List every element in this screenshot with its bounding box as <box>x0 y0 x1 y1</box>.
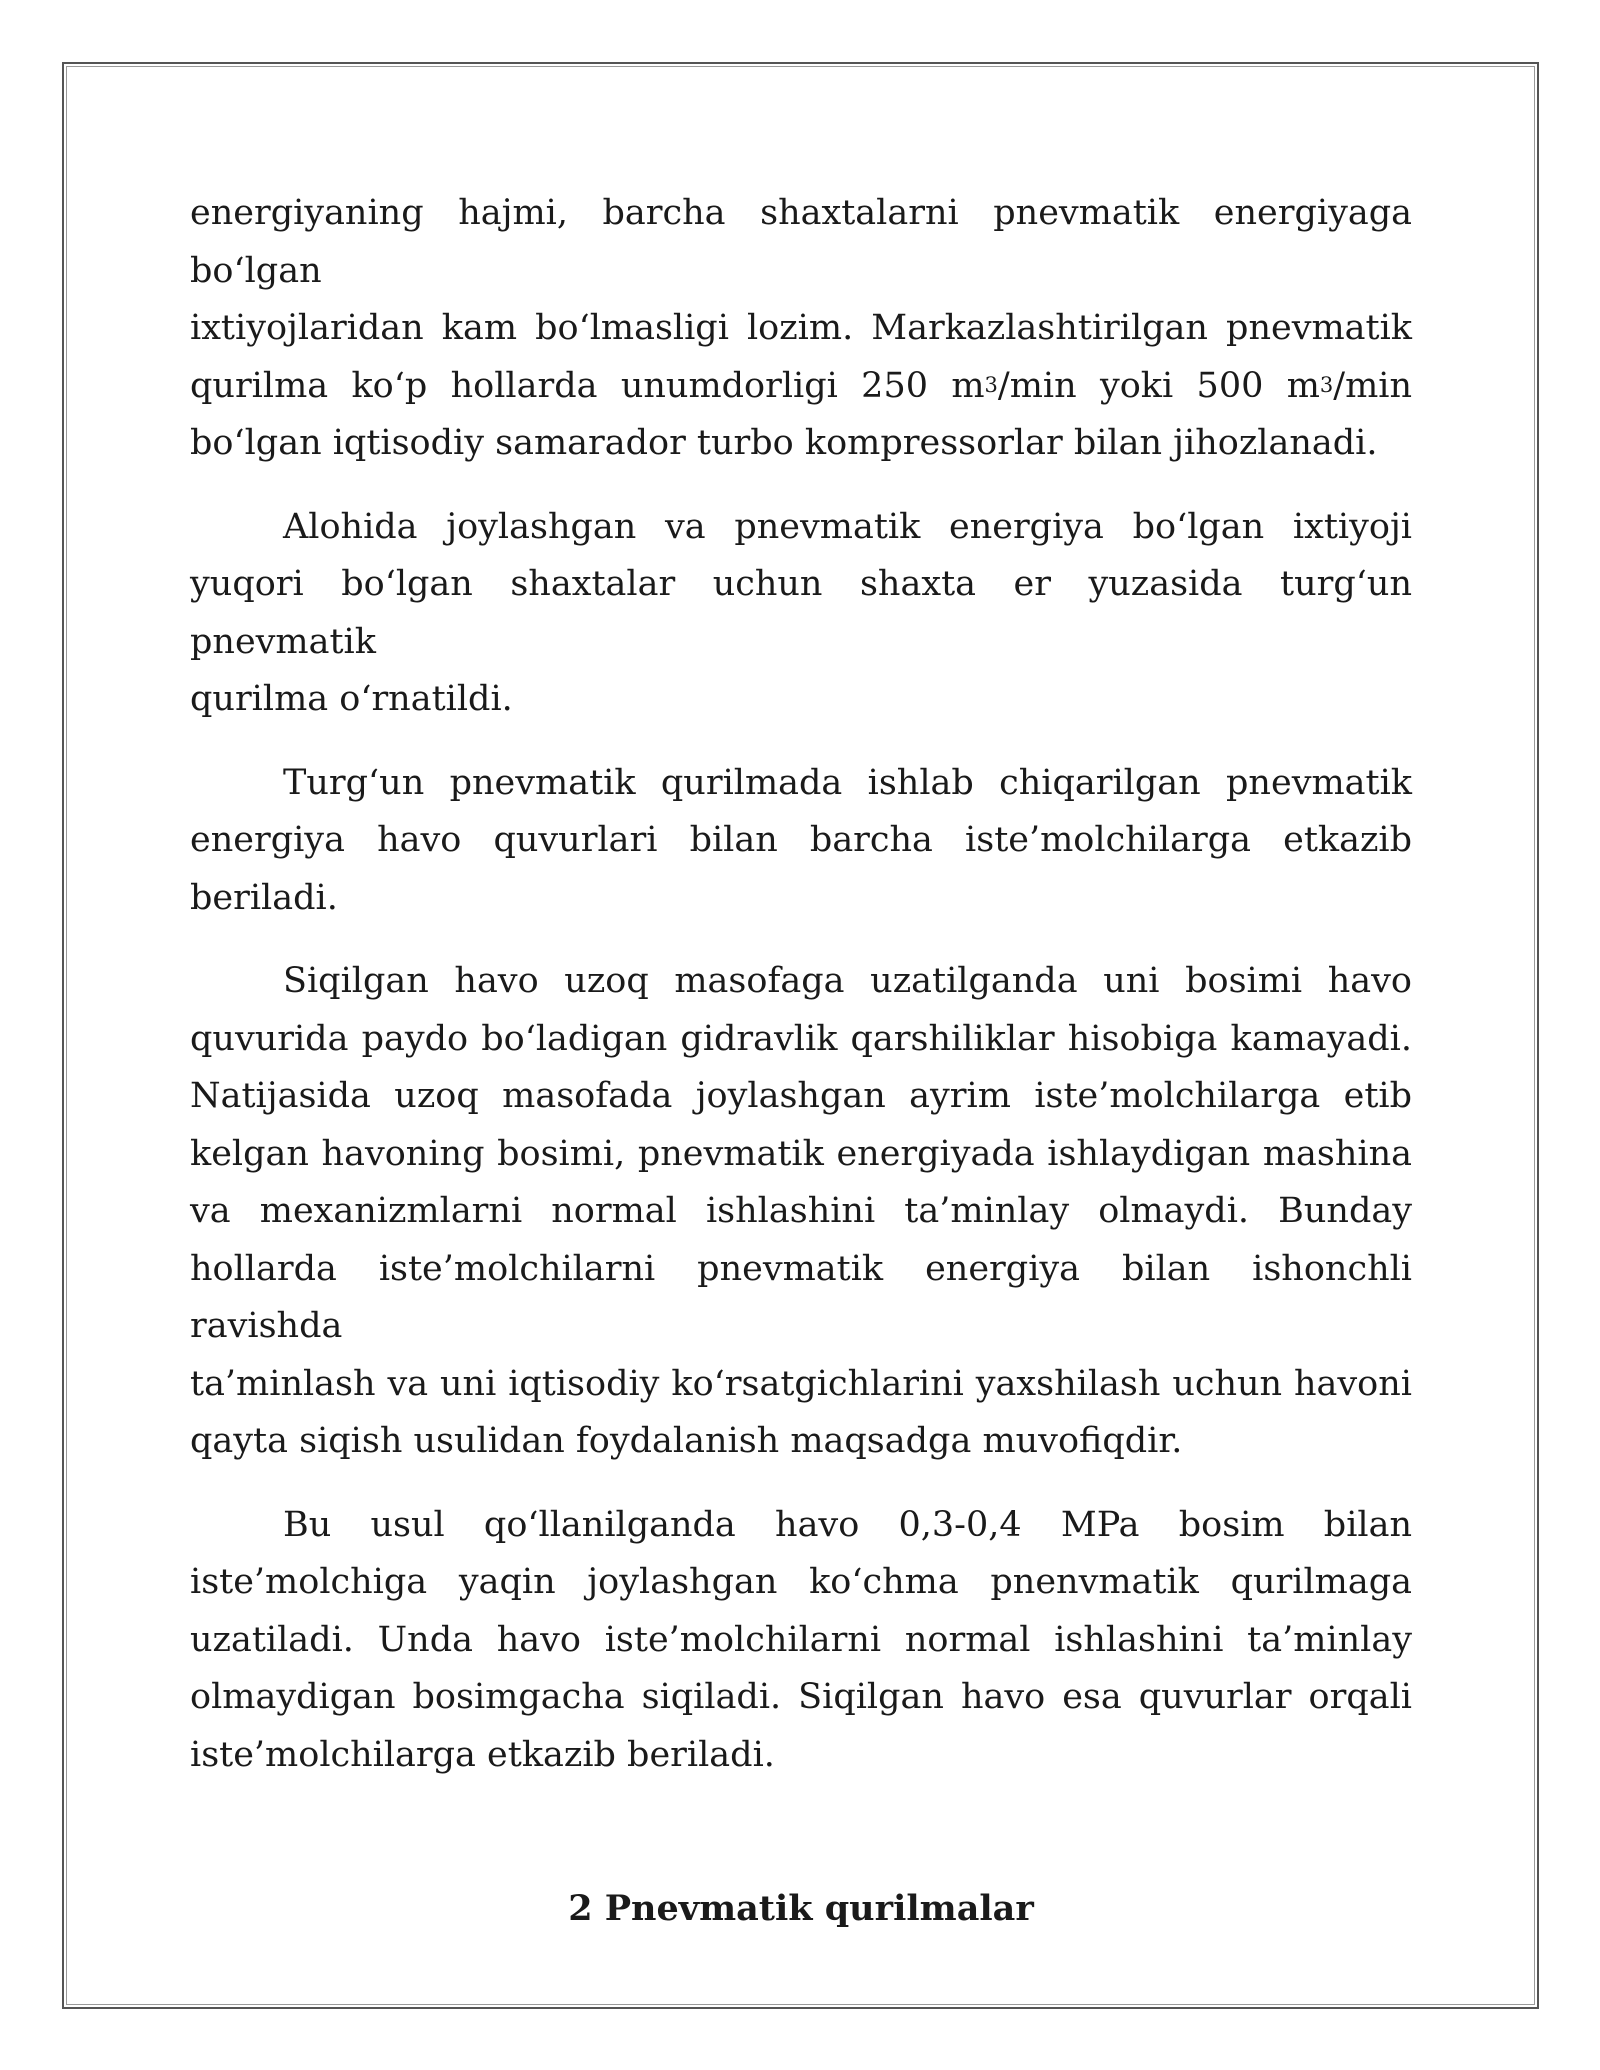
text-line: energiya havo quvurlari bilan barcha iste’molchilarga etkazib <box>190 820 1412 860</box>
text-line: uzatiladi. Unda havo iste’molchilarni normal ishlashini ta’minlay <box>190 1619 1412 1660</box>
text-line: ta’minlash va uni iqtisodiy ko‘rsatgichlarini yaxshilash uchun havoni <box>190 1363 1412 1404</box>
paragraph-4 <box>190 953 1412 1471</box>
superscript: 3 <box>1319 373 1334 398</box>
text-line: olmaydigan bosimgacha siqiladi. Siqilgan havo esa quvurlar orqali <box>190 1677 1412 1717</box>
text-line: Natijasida uzoq masofada joylashgan ayrim iste’molchilarga etib <box>190 1076 1412 1116</box>
section-heading: 2 Pnevmatik qurilmalar <box>568 1888 1034 1929</box>
paragraph-1 <box>190 185 1412 473</box>
text-line: Bu usul qo‘llanilganda havo 0,3-0,4 MPa bosim bilan <box>283 1504 1412 1545</box>
text-line: energiyaning hajmi, barcha shaxtalarni pnevmatik energiyaga bo‘lgan <box>190 193 1412 291</box>
paragraph-2 <box>190 499 1412 729</box>
text-line: kelgan havoning bosimi, pnevmatik energiyada ishlaydigan mashina <box>190 1133 1412 1174</box>
text-line: iste’molchiga yaqin joylashgan ko‘chma pnenvmatik qurilmaga <box>190 1562 1412 1602</box>
document-body <box>190 185 1412 1937</box>
text-line: hollarda iste’molchilarni pnevmatik energiya bilan ishonchli ravishda <box>190 1248 1412 1346</box>
paragraph-5 <box>190 1497 1412 1785</box>
text-line: Alohida joylashgan va pnevmatik energiya bo‘lgan ixtiyoji <box>283 506 1412 547</box>
text-fragment: qurilma ko‘p hollarda unumdorligi 250 m <box>190 365 985 406</box>
text-line: qayta siqish usulidan foydalanish maqsadga muvofiqdir. <box>190 1421 1183 1461</box>
text-line: Siqilgan havo uzoq masofaga uzatilganda uni bosimi havo <box>283 961 1412 1001</box>
text-line: quvurida paydo bo‘ladigan gidravlik qarshiliklar hisobiga kamayadi. <box>190 1018 1412 1059</box>
text-line-with-units <box>190 358 1412 416</box>
text-line: iste’molchilarga etkazib beriladi. <box>190 1734 775 1775</box>
superscript: 3 <box>984 373 998 398</box>
text-fragment: /min <box>1333 365 1412 406</box>
text-line: va mexanizmlarni normal ishlashini ta’minlay olmaydi. Bunday <box>190 1191 1412 1231</box>
text-fragment: /min yoki 500 m <box>997 365 1320 406</box>
text-line: yuqori bo‘lgan shaxtalar uchun shaxta er yuzasida turg‘un pnevmatik <box>190 564 1412 662</box>
paragraph-3 <box>190 755 1412 928</box>
text-line: qurilma o‘rnatildi. <box>190 679 513 719</box>
text-line: bo‘lgan iqtisodiy samarador turbo kompressorlar bilan jihozlanadi. <box>190 423 1378 463</box>
text-line: Turg‘un pnevmatik qurilmada ishlab chiqarilgan pnevmatik <box>283 762 1412 803</box>
text-line: beriladi. <box>190 877 338 918</box>
text-line: ixtiyojlaridan kam bo‘lmasligi lozim. Markazlashtirilgan pnevmatik <box>190 308 1412 348</box>
